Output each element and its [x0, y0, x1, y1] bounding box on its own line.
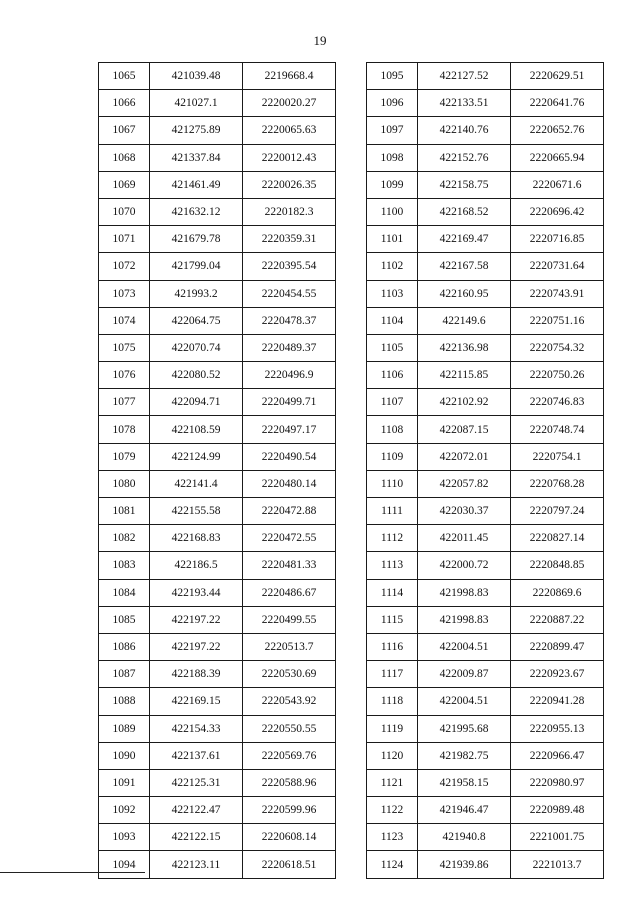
table-row	[367, 198, 604, 225]
table-row	[99, 334, 336, 361]
y-coordinate-cell: 2220478.37	[243, 307, 336, 334]
point-number-cell: 1065	[99, 63, 150, 90]
y-coordinate-cell: 2220480.14	[243, 470, 336, 497]
y-coordinate-cell: 2220599.96	[243, 797, 336, 824]
table-row	[367, 171, 604, 198]
point-number-cell: 1096	[367, 90, 418, 117]
table-row	[367, 715, 604, 742]
point-number-cell: 1107	[367, 389, 418, 416]
x-coordinate-cell: 422102.92	[418, 389, 511, 416]
y-coordinate-cell: 2220543.92	[243, 688, 336, 715]
x-coordinate-cell: 422133.51	[418, 90, 511, 117]
table-row	[99, 226, 336, 253]
x-coordinate-cell: 422152.76	[418, 144, 511, 171]
x-coordinate-cell: 422030.37	[418, 498, 511, 525]
x-coordinate-cell: 422168.83	[150, 525, 243, 552]
y-coordinate-cell: 2220899.47	[511, 633, 604, 660]
point-number-cell: 1074	[99, 307, 150, 334]
y-coordinate-cell: 2220750.26	[511, 362, 604, 389]
y-coordinate-cell: 2220966.47	[511, 742, 604, 769]
point-number-cell: 1105	[367, 334, 418, 361]
table-row	[367, 307, 604, 334]
point-number-cell: 1084	[99, 579, 150, 606]
y-coordinate-cell: 2220754.32	[511, 334, 604, 361]
table-row	[367, 797, 604, 824]
x-coordinate-cell: 421946.47	[418, 797, 511, 824]
point-number-cell: 1081	[99, 498, 150, 525]
table-row	[99, 552, 336, 579]
table-row	[99, 144, 336, 171]
y-coordinate-cell: 2220665.94	[511, 144, 604, 171]
y-coordinate-cell: 2220754.1	[511, 443, 604, 470]
point-number-cell: 1083	[99, 552, 150, 579]
x-coordinate-cell: 422057.82	[418, 470, 511, 497]
y-coordinate-cell: 2220768.28	[511, 470, 604, 497]
y-coordinate-cell: 2220941.28	[511, 688, 604, 715]
x-coordinate-cell: 422087.15	[418, 416, 511, 443]
x-coordinate-cell: 422127.52	[418, 63, 511, 90]
x-coordinate-cell: 422140.76	[418, 117, 511, 144]
point-number-cell: 1088	[99, 688, 150, 715]
table-row	[99, 633, 336, 660]
x-coordinate-cell: 422004.51	[418, 633, 511, 660]
point-number-cell: 1067	[99, 117, 150, 144]
point-number-cell: 1073	[99, 280, 150, 307]
y-coordinate-cell: 2220513.7	[243, 633, 336, 660]
x-coordinate-cell: 421039.48	[150, 63, 243, 90]
x-coordinate-cell: 421993.2	[150, 280, 243, 307]
table-row	[99, 661, 336, 688]
point-number-cell: 1118	[367, 688, 418, 715]
point-number-cell: 1104	[367, 307, 418, 334]
table-row	[99, 797, 336, 824]
point-number-cell: 1097	[367, 117, 418, 144]
table-row	[367, 226, 604, 253]
table-row	[99, 742, 336, 769]
y-coordinate-cell: 2220489.37	[243, 334, 336, 361]
table-row	[367, 362, 604, 389]
y-coordinate-cell: 2220618.51	[243, 851, 336, 878]
point-number-cell: 1099	[367, 171, 418, 198]
x-coordinate-cell: 421275.89	[150, 117, 243, 144]
y-coordinate-cell: 2220569.76	[243, 742, 336, 769]
y-coordinate-cell: 2220395.54	[243, 253, 336, 280]
table-row	[99, 253, 336, 280]
table-row	[367, 389, 604, 416]
x-coordinate-cell: 421679.78	[150, 226, 243, 253]
y-coordinate-cell: 2220955.13	[511, 715, 604, 742]
y-coordinate-cell: 2220065.63	[243, 117, 336, 144]
y-coordinate-cell: 2220472.88	[243, 498, 336, 525]
x-coordinate-cell: 422122.15	[150, 824, 243, 851]
y-coordinate-cell: 2220588.96	[243, 769, 336, 796]
point-number-cell: 1090	[99, 742, 150, 769]
point-number-cell: 1071	[99, 226, 150, 253]
y-coordinate-cell: 2220716.85	[511, 226, 604, 253]
table-row	[99, 307, 336, 334]
x-coordinate-cell: 422108.59	[150, 416, 243, 443]
y-coordinate-cell: 2220652.76	[511, 117, 604, 144]
x-coordinate-cell: 421998.83	[418, 606, 511, 633]
y-coordinate-cell: 2219668.4	[243, 63, 336, 90]
table-row	[367, 661, 604, 688]
y-coordinate-cell: 2220629.51	[511, 63, 604, 90]
table-row	[99, 416, 336, 443]
y-coordinate-cell: 2220497.17	[243, 416, 336, 443]
point-number-cell: 1085	[99, 606, 150, 633]
x-coordinate-cell: 422149.6	[418, 307, 511, 334]
x-coordinate-cell: 422070.74	[150, 334, 243, 361]
table-row	[99, 171, 336, 198]
point-number-cell: 1072	[99, 253, 150, 280]
y-coordinate-cell: 2220496.9	[243, 362, 336, 389]
table-row	[367, 769, 604, 796]
table-row	[367, 742, 604, 769]
point-number-cell: 1095	[367, 63, 418, 90]
point-number-cell: 1089	[99, 715, 150, 742]
point-number-cell: 1113	[367, 552, 418, 579]
y-coordinate-cell: 2220848.85	[511, 552, 604, 579]
x-coordinate-cell: 422158.75	[418, 171, 511, 198]
point-number-cell: 1092	[99, 797, 150, 824]
x-coordinate-cell: 422094.71	[150, 389, 243, 416]
point-number-cell: 1086	[99, 633, 150, 660]
x-coordinate-cell: 422141.4	[150, 470, 243, 497]
table-row	[367, 90, 604, 117]
x-coordinate-cell: 422154.33	[150, 715, 243, 742]
table-row	[367, 117, 604, 144]
point-number-cell: 1119	[367, 715, 418, 742]
point-number-cell: 1066	[99, 90, 150, 117]
y-coordinate-cell: 2220499.55	[243, 606, 336, 633]
point-number-cell: 1112	[367, 525, 418, 552]
x-coordinate-cell: 422188.39	[150, 661, 243, 688]
y-coordinate-cell: 2220012.43	[243, 144, 336, 171]
x-coordinate-cell: 422137.61	[150, 742, 243, 769]
x-coordinate-cell: 422064.75	[150, 307, 243, 334]
x-coordinate-cell: 421982.75	[418, 742, 511, 769]
table-row	[99, 525, 336, 552]
y-coordinate-cell: 2220608.14	[243, 824, 336, 851]
point-number-cell: 1109	[367, 443, 418, 470]
point-number-cell: 1076	[99, 362, 150, 389]
x-coordinate-cell: 422186.5	[150, 552, 243, 579]
x-coordinate-cell: 422193.44	[150, 579, 243, 606]
point-number-cell: 1124	[367, 851, 418, 878]
y-coordinate-cell: 2220746.83	[511, 389, 604, 416]
y-coordinate-cell: 2220887.22	[511, 606, 604, 633]
x-coordinate-cell: 422168.52	[418, 198, 511, 225]
y-coordinate-cell: 2220020.27	[243, 90, 336, 117]
x-coordinate-cell: 422009.87	[418, 661, 511, 688]
x-coordinate-cell: 421461.49	[150, 171, 243, 198]
y-coordinate-cell: 2220797.24	[511, 498, 604, 525]
point-number-cell: 1110	[367, 470, 418, 497]
table-row	[367, 851, 604, 878]
table-row	[367, 498, 604, 525]
table-row	[367, 525, 604, 552]
x-coordinate-cell: 422123.11	[150, 851, 243, 878]
x-coordinate-cell: 422160.95	[418, 280, 511, 307]
table-row	[367, 633, 604, 660]
point-number-cell: 1115	[367, 606, 418, 633]
x-coordinate-cell: 422122.47	[150, 797, 243, 824]
table-row	[367, 144, 604, 171]
table-row	[367, 552, 604, 579]
table-row	[367, 824, 604, 851]
table-row	[99, 470, 336, 497]
point-number-cell: 1094	[99, 851, 150, 878]
x-coordinate-cell: 422000.72	[418, 552, 511, 579]
table-row	[367, 688, 604, 715]
y-coordinate-cell: 2220743.91	[511, 280, 604, 307]
y-coordinate-cell: 2220359.31	[243, 226, 336, 253]
y-coordinate-cell: 2220499.71	[243, 389, 336, 416]
table-row	[99, 715, 336, 742]
table-row	[367, 63, 604, 90]
table-row	[99, 117, 336, 144]
table-row	[99, 90, 336, 117]
point-number-cell: 1093	[99, 824, 150, 851]
table-row	[99, 579, 336, 606]
x-coordinate-cell: 422004.51	[418, 688, 511, 715]
x-coordinate-cell: 422115.85	[418, 362, 511, 389]
point-number-cell: 1087	[99, 661, 150, 688]
y-coordinate-cell: 2220472.55	[243, 525, 336, 552]
x-coordinate-cell: 422072.01	[418, 443, 511, 470]
point-number-cell: 1123	[367, 824, 418, 851]
y-coordinate-cell: 2220748.74	[511, 416, 604, 443]
y-coordinate-cell: 2220486.67	[243, 579, 336, 606]
x-coordinate-cell: 421799.04	[150, 253, 243, 280]
table-row	[99, 389, 336, 416]
x-coordinate-cell: 421939.86	[418, 851, 511, 878]
point-number-cell: 1098	[367, 144, 418, 171]
point-number-cell: 1101	[367, 226, 418, 253]
x-coordinate-cell: 422167.58	[418, 253, 511, 280]
point-number-cell: 1091	[99, 769, 150, 796]
point-number-cell: 1108	[367, 416, 418, 443]
point-number-cell: 1111	[367, 498, 418, 525]
point-number-cell: 1079	[99, 443, 150, 470]
y-coordinate-cell: 2220827.14	[511, 525, 604, 552]
table-row	[367, 606, 604, 633]
point-number-cell: 1116	[367, 633, 418, 660]
x-coordinate-cell: 421632.12	[150, 198, 243, 225]
table-row	[99, 498, 336, 525]
y-coordinate-cell: 2221001.75	[511, 824, 604, 851]
table-row	[367, 334, 604, 361]
table-row	[367, 470, 604, 497]
point-number-cell: 1102	[367, 253, 418, 280]
x-coordinate-cell: 421995.68	[418, 715, 511, 742]
y-coordinate-cell: 2220026.35	[243, 171, 336, 198]
table-row	[367, 443, 604, 470]
x-coordinate-cell: 422124.99	[150, 443, 243, 470]
table-row	[99, 851, 336, 878]
y-coordinate-cell: 2220731.64	[511, 253, 604, 280]
y-coordinate-cell: 2220530.69	[243, 661, 336, 688]
point-number-cell: 1103	[367, 280, 418, 307]
point-number-cell: 1114	[367, 579, 418, 606]
point-number-cell: 1070	[99, 198, 150, 225]
table-row	[99, 280, 336, 307]
x-coordinate-cell: 422197.22	[150, 606, 243, 633]
x-coordinate-cell: 421027.1	[150, 90, 243, 117]
page-number: 19	[313, 33, 327, 48]
coordinate-table-right	[366, 62, 604, 879]
point-number-cell: 1075	[99, 334, 150, 361]
table-row	[99, 606, 336, 633]
x-coordinate-cell: 421337.84	[150, 144, 243, 171]
x-coordinate-cell: 422169.15	[150, 688, 243, 715]
table-row	[99, 443, 336, 470]
coordinate-table-left	[98, 62, 336, 879]
y-coordinate-cell: 2220980.97	[511, 769, 604, 796]
x-coordinate-cell: 422155.58	[150, 498, 243, 525]
y-coordinate-cell: 2220481.33	[243, 552, 336, 579]
table-row	[99, 688, 336, 715]
y-coordinate-cell: 2220869.6	[511, 579, 604, 606]
x-coordinate-cell: 421940.8	[418, 824, 511, 851]
x-coordinate-cell: 422125.31	[150, 769, 243, 796]
table-row	[99, 769, 336, 796]
table-row	[367, 416, 604, 443]
table-row	[99, 63, 336, 90]
x-coordinate-cell: 421958.15	[418, 769, 511, 796]
point-number-cell: 1078	[99, 416, 150, 443]
x-coordinate-cell: 422136.98	[418, 334, 511, 361]
point-number-cell: 1080	[99, 470, 150, 497]
point-number-cell: 1068	[99, 144, 150, 171]
point-number-cell: 1121	[367, 769, 418, 796]
footnote-divider	[0, 872, 145, 873]
table-row	[99, 824, 336, 851]
y-coordinate-cell: 2220182.3	[243, 198, 336, 225]
point-number-cell: 1100	[367, 198, 418, 225]
point-number-cell: 1117	[367, 661, 418, 688]
table-row	[367, 280, 604, 307]
y-coordinate-cell: 2220550.55	[243, 715, 336, 742]
y-coordinate-cell: 2221013.7	[511, 851, 604, 878]
point-number-cell: 1077	[99, 389, 150, 416]
x-coordinate-cell: 422197.22	[150, 633, 243, 660]
y-coordinate-cell: 2220641.76	[511, 90, 604, 117]
y-coordinate-cell: 2220671.6	[511, 171, 604, 198]
table-row	[99, 362, 336, 389]
y-coordinate-cell: 2220989.48	[511, 797, 604, 824]
point-number-cell: 1069	[99, 171, 150, 198]
y-coordinate-cell: 2220751.16	[511, 307, 604, 334]
table-row	[367, 579, 604, 606]
table-row	[367, 253, 604, 280]
y-coordinate-cell: 2220923.67	[511, 661, 604, 688]
x-coordinate-cell: 422080.52	[150, 362, 243, 389]
x-coordinate-cell: 421998.83	[418, 579, 511, 606]
y-coordinate-cell: 2220454.55	[243, 280, 336, 307]
x-coordinate-cell: 422011.45	[418, 525, 511, 552]
point-number-cell: 1120	[367, 742, 418, 769]
table-row	[99, 198, 336, 225]
point-number-cell: 1082	[99, 525, 150, 552]
y-coordinate-cell: 2220490.54	[243, 443, 336, 470]
x-coordinate-cell: 422169.47	[418, 226, 511, 253]
point-number-cell: 1122	[367, 797, 418, 824]
point-number-cell: 1106	[367, 362, 418, 389]
y-coordinate-cell: 2220696.42	[511, 198, 604, 225]
